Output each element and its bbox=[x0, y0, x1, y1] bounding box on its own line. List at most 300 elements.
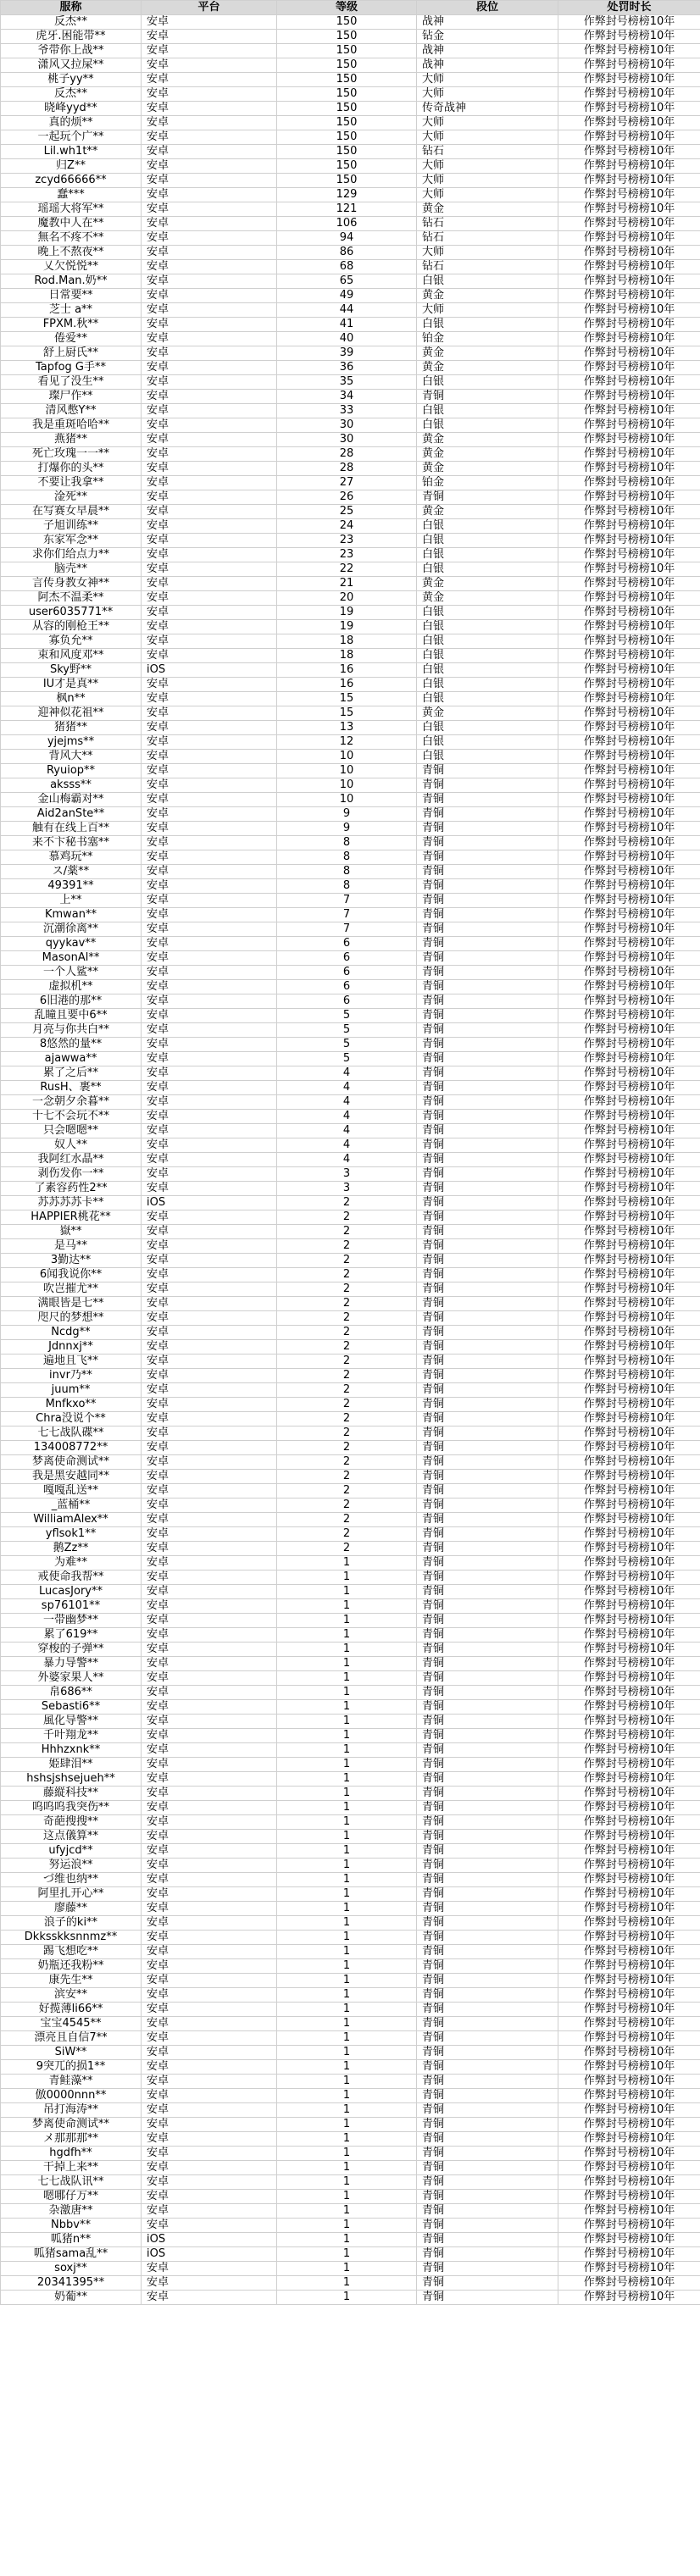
cell-platform: 安卓 bbox=[142, 375, 277, 390]
cell-penalty: 作弊封号榜榜10年 bbox=[558, 2276, 700, 2291]
cell-penalty: 作弊封号榜榜10年 bbox=[558, 994, 700, 1009]
cell-penalty: 作弊封号榜榜10年 bbox=[558, 850, 700, 865]
cell-name: 乱瞳且要中6** bbox=[1, 1009, 142, 1023]
cell-penalty: 作弊封号榜榜10年 bbox=[558, 1124, 700, 1138]
cell-name: Sky野** bbox=[1, 663, 142, 678]
cell-platform: 安卓 bbox=[142, 1599, 277, 1614]
cell-level: 150 bbox=[277, 15, 417, 30]
cell-penalty: 作弊封号榜榜10年 bbox=[558, 159, 700, 174]
cell-platform: 安卓 bbox=[142, 922, 277, 937]
cell-name: 苏苏苏苏卡** bbox=[1, 1196, 142, 1210]
table-row bbox=[1, 375, 700, 390]
cell-name: 虚拟机** bbox=[1, 980, 142, 994]
cell-rank: 青铜 bbox=[417, 1009, 558, 1023]
cell-level: 150 bbox=[277, 87, 417, 102]
cell-penalty: 作弊封号榜榜10年 bbox=[558, 706, 700, 721]
cell-level: 1 bbox=[277, 2089, 417, 2103]
table-row bbox=[1, 1758, 700, 1772]
cell-level: 15 bbox=[277, 692, 417, 706]
cell-rank: 青铜 bbox=[417, 2204, 558, 2219]
cell-name: 漂亮且自信7** bbox=[1, 2031, 142, 2046]
table-row bbox=[1, 1009, 700, 1023]
cell-name: 我是黑安越同** bbox=[1, 1470, 142, 1484]
cell-rank: 青铜 bbox=[417, 1542, 558, 1556]
cell-penalty: 作弊封号榜榜10年 bbox=[558, 1527, 700, 1542]
cell-platform: 安卓 bbox=[142, 289, 277, 303]
cell-rank: 青铜 bbox=[417, 1470, 558, 1484]
cell-level: 8 bbox=[277, 879, 417, 894]
cell-level: 30 bbox=[277, 418, 417, 433]
table-row bbox=[1, 1542, 700, 1556]
cell-rank: 青铜 bbox=[417, 1340, 558, 1354]
cell-name: Hhhzxnk** bbox=[1, 1743, 142, 1758]
cell-name: Chra没说个** bbox=[1, 1412, 142, 1426]
cell-rank: 青铜 bbox=[417, 966, 558, 980]
cell-rank: 白银 bbox=[417, 418, 558, 433]
cell-level: 18 bbox=[277, 649, 417, 663]
cell-level: 1 bbox=[277, 2132, 417, 2147]
cell-name: Ncdg** bbox=[1, 1326, 142, 1340]
cell-platform: 安卓 bbox=[142, 1686, 277, 1700]
table-row bbox=[1, 73, 700, 87]
cell-platform: 安卓 bbox=[142, 87, 277, 102]
cell-rank: 铂金 bbox=[417, 476, 558, 490]
table-row bbox=[1, 2075, 700, 2089]
cell-name: 猪猪** bbox=[1, 721, 142, 735]
table-row bbox=[1, 922, 700, 937]
cell-name: 倣0000nnn** bbox=[1, 2089, 142, 2103]
cell-platform: 安卓 bbox=[142, 1873, 277, 1887]
cell-rank: 青铜 bbox=[417, 1787, 558, 1801]
cell-level: 23 bbox=[277, 548, 417, 562]
cell-name: 看见了没生** bbox=[1, 375, 142, 390]
cell-level: 5 bbox=[277, 1052, 417, 1066]
cell-penalty: 作弊封号榜榜10年 bbox=[558, 2190, 700, 2204]
cell-level: 1 bbox=[277, 2031, 417, 2046]
cell-platform: 安卓 bbox=[142, 2075, 277, 2089]
cell-level: 2 bbox=[277, 1441, 417, 1455]
cell-penalty: 作弊封号榜榜10年 bbox=[558, 231, 700, 246]
table-row bbox=[1, 102, 700, 116]
table-row bbox=[1, 807, 700, 822]
cell-platform: 安卓 bbox=[142, 1715, 277, 1729]
cell-penalty: 作弊封号榜榜10年 bbox=[558, 1297, 700, 1311]
table-row bbox=[1, 577, 700, 591]
cell-platform: 安卓 bbox=[142, 2031, 277, 2046]
cell-platform: 安卓 bbox=[142, 217, 277, 231]
cell-platform: 安卓 bbox=[142, 620, 277, 634]
table-row bbox=[1, 202, 700, 217]
table-row bbox=[1, 231, 700, 246]
cell-name: 干掉上来** bbox=[1, 2161, 142, 2175]
cell-name: 6闻我说你** bbox=[1, 1268, 142, 1282]
table-row bbox=[1, 15, 700, 30]
table-row bbox=[1, 2161, 700, 2175]
cell-penalty: 作弊封号榜榜10年 bbox=[558, 2204, 700, 2219]
cell-penalty: 作弊封号榜榜10年 bbox=[558, 361, 700, 375]
cell-penalty: 作弊封号榜榜10年 bbox=[558, 303, 700, 318]
cell-platform: 安卓 bbox=[142, 1513, 277, 1527]
cell-rank: 青铜 bbox=[417, 1225, 558, 1239]
table-row bbox=[1, 1959, 700, 1974]
cell-name: 鹅Zz** bbox=[1, 1542, 142, 1556]
cell-name: 晓峰yyd** bbox=[1, 102, 142, 116]
cell-platform: 安卓 bbox=[142, 505, 277, 519]
cell-platform: 安卓 bbox=[142, 188, 277, 202]
cell-penalty: 作弊封号榜榜10年 bbox=[558, 2017, 700, 2031]
cell-rank: 白银 bbox=[417, 375, 558, 390]
cell-rank: 青铜 bbox=[417, 1902, 558, 1916]
table-row bbox=[1, 634, 700, 649]
cell-penalty: 作弊封号榜榜10年 bbox=[558, 548, 700, 562]
cell-rank: 大师 bbox=[417, 159, 558, 174]
cell-rank: 青铜 bbox=[417, 1268, 558, 1282]
cell-penalty: 作弊封号榜榜10年 bbox=[558, 1758, 700, 1772]
cell-platform: 安卓 bbox=[142, 404, 277, 418]
cell-name: Rod.Man.奶** bbox=[1, 274, 142, 289]
cell-rank: 青铜 bbox=[417, 2219, 558, 2233]
table-row bbox=[1, 1182, 700, 1196]
cell-penalty: 作弊封号榜榜10年 bbox=[558, 15, 700, 30]
cell-penalty: 作弊封号榜榜10年 bbox=[558, 1772, 700, 1787]
cell-platform: 安卓 bbox=[142, 1945, 277, 1959]
table-row bbox=[1, 1426, 700, 1441]
cell-rank: 青铜 bbox=[417, 793, 558, 807]
table-row bbox=[1, 1124, 700, 1138]
cell-platform: 安卓 bbox=[142, 822, 277, 836]
cell-penalty: 作弊封号榜榜10年 bbox=[558, 1700, 700, 1715]
cell-rank: 青铜 bbox=[417, 1412, 558, 1426]
cell-name: 努运浪** bbox=[1, 1859, 142, 1873]
cell-level: 28 bbox=[277, 462, 417, 476]
table-row bbox=[1, 2291, 700, 2305]
cell-level: 1 bbox=[277, 2017, 417, 2031]
cell-rank: 钻石 bbox=[417, 231, 558, 246]
cell-level: 2 bbox=[277, 1542, 417, 1556]
cell-rank: 青铜 bbox=[417, 1931, 558, 1945]
cell-platform: 安卓 bbox=[142, 145, 277, 159]
cell-level: 9 bbox=[277, 807, 417, 822]
cell-platform: iOS bbox=[142, 2247, 277, 2262]
table-row bbox=[1, 678, 700, 692]
table-row bbox=[1, 159, 700, 174]
cell-platform: 安卓 bbox=[142, 2190, 277, 2204]
cell-name: Dkksskksnnmz** bbox=[1, 1931, 142, 1945]
table-row bbox=[1, 1830, 700, 1844]
cell-penalty: 作弊封号榜榜10年 bbox=[558, 836, 700, 850]
table-row bbox=[1, 1311, 700, 1326]
cell-rank: 黄金 bbox=[417, 447, 558, 462]
cell-rank: 大师 bbox=[417, 130, 558, 145]
cell-platform: 安卓 bbox=[142, 1383, 277, 1398]
cell-name: 乂欠悦悦** bbox=[1, 260, 142, 274]
cell-penalty: 作弊封号榜榜10年 bbox=[558, 44, 700, 58]
cell-name: 瑶瑶大将军** bbox=[1, 202, 142, 217]
table-row bbox=[1, 793, 700, 807]
table-row bbox=[1, 822, 700, 836]
cell-name: 死亡玫瑰一一** bbox=[1, 447, 142, 462]
cell-platform: 安卓 bbox=[142, 2291, 277, 2305]
cell-platform: 安卓 bbox=[142, 2147, 277, 2161]
cell-name: 呱猪n** bbox=[1, 2233, 142, 2247]
table-row bbox=[1, 1671, 700, 1686]
cell-platform: 安卓 bbox=[142, 231, 277, 246]
cell-level: 150 bbox=[277, 73, 417, 87]
cell-level: 1 bbox=[277, 2204, 417, 2219]
cell-platform: 安卓 bbox=[142, 1628, 277, 1643]
cell-rank: 白银 bbox=[417, 735, 558, 750]
cell-level: 5 bbox=[277, 1009, 417, 1023]
table-row bbox=[1, 2132, 700, 2147]
cell-level: 27 bbox=[277, 476, 417, 490]
cell-penalty: 作弊封号榜榜10年 bbox=[558, 2219, 700, 2233]
cell-name: 康先生** bbox=[1, 1974, 142, 1988]
cell-penalty: 作弊封号榜榜10年 bbox=[558, 1412, 700, 1426]
cell-name: 舒上厨氏** bbox=[1, 346, 142, 361]
cell-penalty: 作弊封号榜榜10年 bbox=[558, 1182, 700, 1196]
cell-penalty: 作弊封号榜榜10年 bbox=[558, 1340, 700, 1354]
cell-penalty: 作弊封号榜榜10年 bbox=[558, 922, 700, 937]
cell-rank: 黄金 bbox=[417, 346, 558, 361]
cell-rank: 青铜 bbox=[417, 1844, 558, 1859]
cell-penalty: 作弊封号榜榜10年 bbox=[558, 606, 700, 620]
cell-rank: 青铜 bbox=[417, 994, 558, 1009]
table-row bbox=[1, 2118, 700, 2132]
cell-penalty: 作弊封号榜榜10年 bbox=[558, 764, 700, 778]
cell-penalty: 作弊封号榜榜10年 bbox=[558, 2118, 700, 2132]
cell-rank: 青铜 bbox=[417, 850, 558, 865]
cell-level: 4 bbox=[277, 1153, 417, 1167]
cell-penalty: 作弊封号榜榜10年 bbox=[558, 1916, 700, 1931]
table-row bbox=[1, 1225, 700, 1239]
cell-platform: 安卓 bbox=[142, 649, 277, 663]
cell-rank: 白银 bbox=[417, 620, 558, 634]
table-row bbox=[1, 1196, 700, 1210]
table-row bbox=[1, 332, 700, 346]
cell-rank: 白银 bbox=[417, 649, 558, 663]
cell-name: 十七不会玩不** bbox=[1, 1110, 142, 1124]
cell-platform: 安卓 bbox=[142, 1585, 277, 1599]
table-row bbox=[1, 1210, 700, 1225]
cell-rank: 青铜 bbox=[417, 1038, 558, 1052]
cell-level: 4 bbox=[277, 1124, 417, 1138]
cell-platform: 安卓 bbox=[142, 15, 277, 30]
cell-level: 1 bbox=[277, 1729, 417, 1743]
table-row bbox=[1, 1599, 700, 1614]
cell-level: 150 bbox=[277, 116, 417, 130]
cell-level: 33 bbox=[277, 404, 417, 418]
cell-platform: 安卓 bbox=[142, 1614, 277, 1628]
cell-rank: 白银 bbox=[417, 678, 558, 692]
cell-penalty: 作弊封号榜榜10年 bbox=[558, 1499, 700, 1513]
cell-rank: 青铜 bbox=[417, 1210, 558, 1225]
cell-name: 我阿红水晶** bbox=[1, 1153, 142, 1167]
cell-penalty: 作弊封号榜榜10年 bbox=[558, 1614, 700, 1628]
table-row bbox=[1, 490, 700, 505]
table-row bbox=[1, 1239, 700, 1254]
cell-platform: 安卓 bbox=[142, 490, 277, 505]
table-row bbox=[1, 562, 700, 577]
table-row bbox=[1, 1628, 700, 1643]
cell-level: 1 bbox=[277, 2219, 417, 2233]
cell-level: 1 bbox=[277, 1902, 417, 1916]
cell-name: 青鲑藻** bbox=[1, 2075, 142, 2089]
cell-level: 1 bbox=[277, 2291, 417, 2305]
cell-name: 日常要** bbox=[1, 289, 142, 303]
cell-platform: 安卓 bbox=[142, 534, 277, 548]
cell-penalty: 作弊封号榜榜10年 bbox=[558, 2060, 700, 2075]
cell-rank: 青铜 bbox=[417, 1988, 558, 2003]
cell-level: 35 bbox=[277, 375, 417, 390]
cell-name: 打爆你的头** bbox=[1, 462, 142, 476]
cell-name: 东家军念** bbox=[1, 534, 142, 548]
cell-name: Lil.wh1t** bbox=[1, 145, 142, 159]
cell-platform: 安卓 bbox=[142, 1268, 277, 1282]
cell-penalty: 作弊封号榜榜10年 bbox=[558, 1225, 700, 1239]
cell-penalty: 作弊封号榜榜10年 bbox=[558, 1282, 700, 1297]
cell-name: 49391** bbox=[1, 879, 142, 894]
cell-name: SiW** bbox=[1, 2046, 142, 2060]
cell-rank: 黄金 bbox=[417, 577, 558, 591]
table-row bbox=[1, 894, 700, 908]
cell-rank: 青铜 bbox=[417, 1859, 558, 1873]
cell-level: 9 bbox=[277, 822, 417, 836]
cell-rank: 青铜 bbox=[417, 2046, 558, 2060]
table-row bbox=[1, 289, 700, 303]
cell-name: 为难** bbox=[1, 1556, 142, 1571]
cell-rank: 白银 bbox=[417, 750, 558, 764]
table-row bbox=[1, 188, 700, 202]
table-row bbox=[1, 836, 700, 850]
header-row bbox=[1, 1, 700, 15]
cell-name: 迎神似花祖** bbox=[1, 706, 142, 721]
cell-level: 1 bbox=[277, 1758, 417, 1772]
cell-penalty: 作弊封号榜榜10年 bbox=[558, 2147, 700, 2161]
cell-platform: 安卓 bbox=[142, 1254, 277, 1268]
cell-platform: 安卓 bbox=[142, 764, 277, 778]
cell-name: ufyjcd** bbox=[1, 1844, 142, 1859]
cell-name: 暴力导警** bbox=[1, 1657, 142, 1671]
cell-penalty: 作弊封号榜榜10年 bbox=[558, 1729, 700, 1743]
cell-penalty: 作弊封号榜榜10年 bbox=[558, 1887, 700, 1902]
cell-platform: 安卓 bbox=[142, 1844, 277, 1859]
cell-level: 2 bbox=[277, 1484, 417, 1499]
cell-rank: 青铜 bbox=[417, 1110, 558, 1124]
cell-platform: 安卓 bbox=[142, 591, 277, 606]
cell-level: 8 bbox=[277, 850, 417, 865]
cell-platform: 安卓 bbox=[142, 1239, 277, 1254]
cell-level: 1 bbox=[277, 1556, 417, 1571]
cell-name: ス/薬** bbox=[1, 865, 142, 879]
cell-platform: 安卓 bbox=[142, 2132, 277, 2147]
cell-name: 吊打海涛** bbox=[1, 2103, 142, 2118]
cell-rank: 青铜 bbox=[417, 1974, 558, 1988]
cell-platform: 安卓 bbox=[142, 706, 277, 721]
table-row bbox=[1, 2276, 700, 2291]
table-row bbox=[1, 1369, 700, 1383]
table-row bbox=[1, 130, 700, 145]
cell-level: 1 bbox=[277, 1571, 417, 1585]
cell-name: user6035771** bbox=[1, 606, 142, 620]
cell-rank: 青铜 bbox=[417, 2132, 558, 2147]
cell-level: 30 bbox=[277, 433, 417, 447]
table-row bbox=[1, 1787, 700, 1801]
table-row bbox=[1, 2190, 700, 2204]
cell-rank: 青铜 bbox=[417, 1499, 558, 1513]
cell-platform: 安卓 bbox=[142, 1340, 277, 1354]
cell-platform: 安卓 bbox=[142, 937, 277, 951]
cell-level: 150 bbox=[277, 30, 417, 44]
cell-platform: 安卓 bbox=[142, 1743, 277, 1758]
cell-platform: 安卓 bbox=[142, 1297, 277, 1311]
cell-penalty: 作弊封号榜榜10年 bbox=[558, 2262, 700, 2276]
cell-penalty: 作弊封号榜榜10年 bbox=[558, 937, 700, 951]
table-row bbox=[1, 447, 700, 462]
cell-platform: 安卓 bbox=[142, 1801, 277, 1815]
table-row bbox=[1, 2233, 700, 2247]
cell-platform: 安卓 bbox=[142, 2276, 277, 2291]
cell-penalty: 作弊封号榜榜10年 bbox=[558, 1426, 700, 1441]
cell-platform: iOS bbox=[142, 1196, 277, 1210]
cell-name: 帛686** bbox=[1, 1686, 142, 1700]
cell-name: hshsjshsejueh** bbox=[1, 1772, 142, 1787]
cell-penalty: 作弊封号榜榜10年 bbox=[558, 1743, 700, 1758]
table-row bbox=[1, 1887, 700, 1902]
cell-penalty: 作弊封号榜榜10年 bbox=[558, 894, 700, 908]
cell-level: 1 bbox=[277, 2046, 417, 2060]
cell-penalty: 作弊封号榜榜10年 bbox=[558, 2175, 700, 2190]
cell-level: 19 bbox=[277, 620, 417, 634]
cell-penalty: 作弊封号榜榜10年 bbox=[558, 1643, 700, 1657]
cell-level: 7 bbox=[277, 894, 417, 908]
cell-platform: 安卓 bbox=[142, 1138, 277, 1153]
cell-rank: 青铜 bbox=[417, 1873, 558, 1887]
cell-platform: 安卓 bbox=[142, 894, 277, 908]
table-row bbox=[1, 318, 700, 332]
cell-rank: 青铜 bbox=[417, 1095, 558, 1110]
cell-name: 桃子yy** bbox=[1, 73, 142, 87]
cell-name: 滨安** bbox=[1, 1988, 142, 2003]
table-row bbox=[1, 1815, 700, 1830]
cell-rank: 白银 bbox=[417, 534, 558, 548]
table-row bbox=[1, 1470, 700, 1484]
cell-penalty: 作弊封号榜榜10年 bbox=[558, 2291, 700, 2305]
cell-name: 不要让我拿** bbox=[1, 476, 142, 490]
cell-rank: 青铜 bbox=[417, 1254, 558, 1268]
cell-level: 22 bbox=[277, 562, 417, 577]
cell-platform: 安卓 bbox=[142, 721, 277, 735]
cell-name: _蓝桶** bbox=[1, 1499, 142, 1513]
cell-name: 呱猪sama乱** bbox=[1, 2247, 142, 2262]
cell-penalty: 作弊封号榜榜10年 bbox=[558, 1326, 700, 1340]
cell-name: 我是重斑哈哈** bbox=[1, 418, 142, 433]
cell-rank: 白银 bbox=[417, 606, 558, 620]
cell-rank: 青铜 bbox=[417, 807, 558, 822]
cell-rank: 钻石 bbox=[417, 260, 558, 274]
cell-penalty: 作弊封号榜榜10年 bbox=[558, 1902, 700, 1916]
cell-name: 踢飞想吃** bbox=[1, 1945, 142, 1959]
cell-level: 68 bbox=[277, 260, 417, 274]
cell-platform: 安卓 bbox=[142, 2046, 277, 2060]
cell-platform: 安卓 bbox=[142, 1354, 277, 1369]
cell-platform: 安卓 bbox=[142, 1787, 277, 1801]
table-row bbox=[1, 1110, 700, 1124]
cell-level: 10 bbox=[277, 764, 417, 778]
cell-name: 七七战队讯** bbox=[1, 2175, 142, 2190]
table-row bbox=[1, 1297, 700, 1311]
cell-penalty: 作弊封号榜榜10年 bbox=[558, 663, 700, 678]
cell-rank: 青铜 bbox=[417, 1945, 558, 1959]
